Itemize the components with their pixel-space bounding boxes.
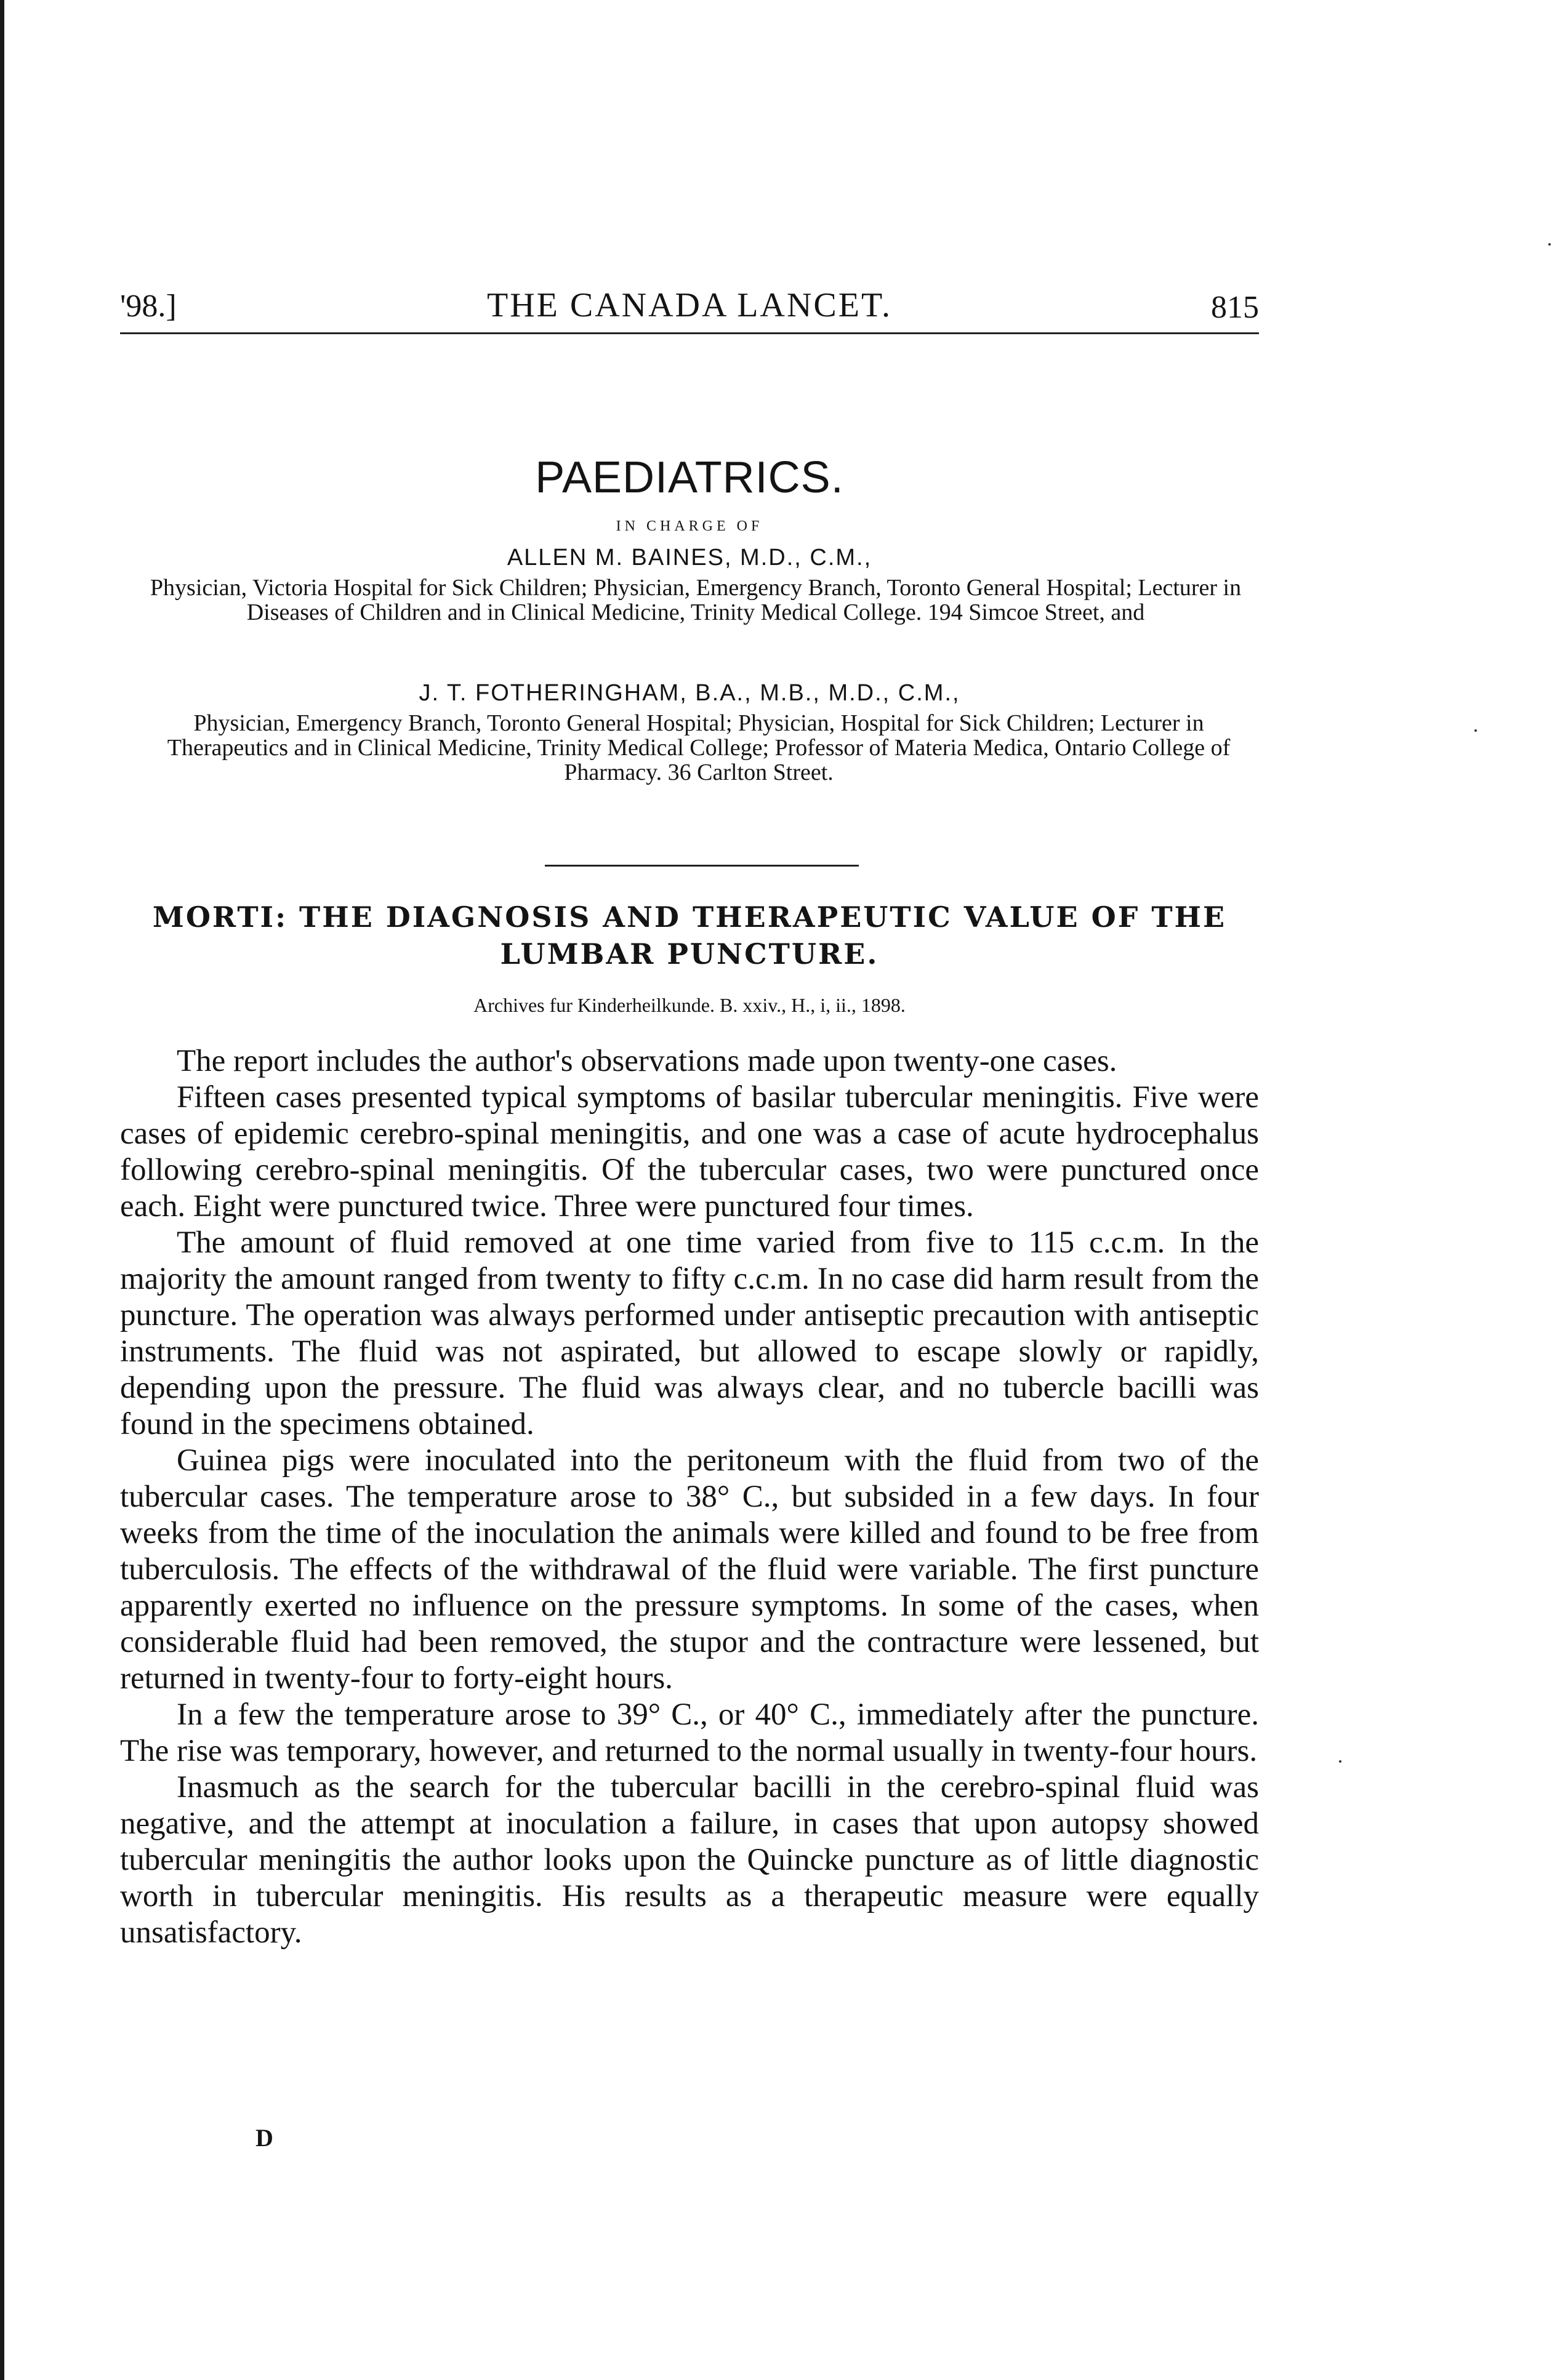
editor-affiliation: Physician, Victoria Hospital for Sick Children; Physician, Emergency Branch, Toronto General Hospital; Lecturer in Diseases of Children and in Clinical Medicine, Trinity Medical College. 194 Simcoe Street, and xyxy=(150,575,1242,625)
print-speck xyxy=(1548,243,1551,246)
page-edge-rule xyxy=(0,0,4,2380)
journal-title: THE CANADA LANCET. xyxy=(486,286,893,324)
article-title: MORTI: THE DIAGNOSIS AND THERAPEUTIC VALUE OF THE LUMBAR PUNCTURE. xyxy=(152,900,1227,971)
body-paragraph: The amount of fluid removed at one time varied from five to 115 c.c.m. In the majority the amount ranged from twenty to fifty c.c.m. In no case did harm result from the puncture. The operation was always performed under antiseptic precaution with antiseptic instruments. The fluid was not aspirated, but allowed to escape slowly or rapidly, depending upon the pressure. The fluid was always clear, and no tubercle bacilli was found in the specimens obtained. xyxy=(120,1225,1259,1441)
body-paragraph: Inasmuch as the search for the tubercular bacilli in the cerebro-spinal fluid was negative, and the attempt at inoculation a failure, in cases that upon autopsy showed tubercular meningitis the author looks upon the Quincke puncture as of little diagnostic worth in tubercular meningitis. His results as a therapeutic measure were equally unsatisfactory. xyxy=(120,1770,1259,1950)
article-body xyxy=(120,1043,1259,1951)
volume-marker: '98.] xyxy=(120,289,177,324)
running-header xyxy=(120,283,1259,334)
section-divider xyxy=(545,865,859,867)
body-paragraph: In a few the temperature arose to 39° C., or 40° C., immediately after the puncture. The rise was temporary, however, and returned to the normal usually in twenty-four hours. xyxy=(120,1697,1259,1768)
page-number: 815 xyxy=(1211,290,1259,325)
body-paragraph: Guinea pigs were inoculated into the peritoneum with the fluid from two of the tubercular cases. The temperature arose to 38° C., but subsided in a few days. In four weeks from the time of the inoculation the animals were killed and found to be free from tuberculosis. The effects of the withdrawal of the fluid were variable. The first puncture apparently exerted no influence on the pressure symptoms. In some of the cases, when considerable fluid had been removed, the stupor and the contracture were lessened, but returned in twenty-four to forty-eight hours. xyxy=(120,1443,1259,1696)
article-citation: Archives fur Kinderheilkunde. B. xxiv., H., i, ii., 1898. xyxy=(473,994,906,1016)
editor-name: ALLEN M. BAINES, M.D., C.M., xyxy=(507,545,872,571)
print-speck xyxy=(1474,729,1477,732)
in-charge-label: IN CHARGE OF xyxy=(616,518,763,534)
print-speck xyxy=(1339,1760,1341,1763)
section-title: PAEDIATRICS. xyxy=(535,453,844,502)
author-signature: D xyxy=(255,2124,273,2152)
editor-name: J. T. FOTHERINGHAM, B.A., M.B., M.D., C.M., xyxy=(419,680,960,706)
body-paragraph: The report includes the author's observations made upon twenty-one cases. xyxy=(177,1044,1117,1078)
body-paragraph: Fifteen cases presented typical symptoms of basilar tubercular meningitis. Five were cases of epidemic cerebro-spinal meningitis, and one was a case of acute hydrocephalus following cerebro-spinal meningitis. Of the tubercular cases, two were punctured once each. Eight were punctured twice. Three were punctured four times. xyxy=(120,1080,1259,1224)
editor-affiliation: Physician, Emergency Branch, Toronto General Hospital; Physician, Hospital for Sick Children; Lecturer in Therapeutics and in Clinical Medicine, Trinity Medical College; Professor of Materia Medica, Ontario College of Pharmacy. 36 Carlton Street. xyxy=(167,710,1231,785)
